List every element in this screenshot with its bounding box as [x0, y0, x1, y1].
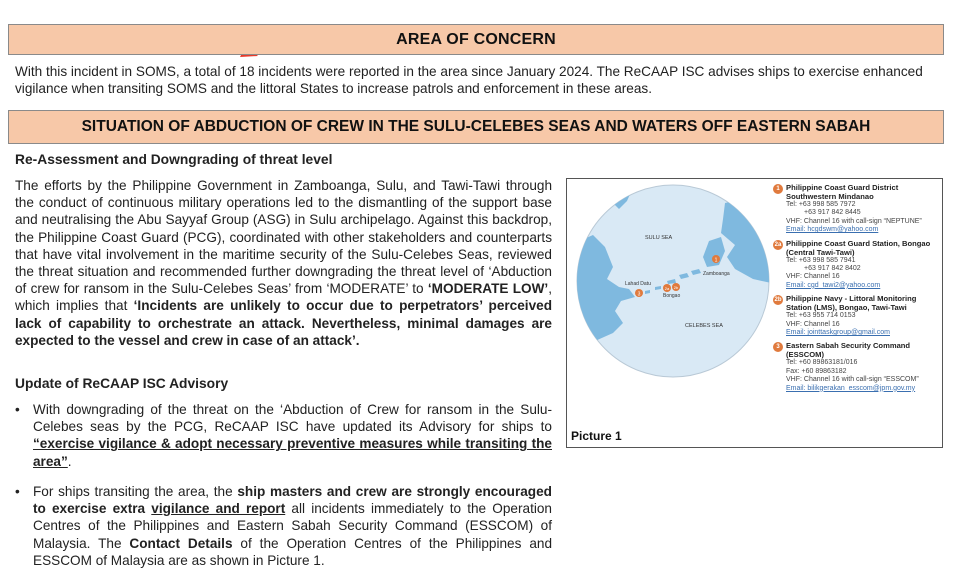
bullet-icon: • [15, 402, 20, 417]
contact-line: +63 917 842 8402 [804, 265, 861, 273]
contact-pcg-district [773, 183, 941, 235]
contact-navy-lms [773, 294, 941, 337]
bullet-icon: • [15, 484, 20, 499]
list-item [15, 483, 552, 569]
contact-name: Eastern Sabah Security Command (ESSCOM) [786, 341, 911, 360]
contact-email-link[interactable]: Email: bilikgerakan_esscom@jpm.gov.my [786, 384, 916, 392]
area-of-concern-text: With this incident in SOMS, a total of 18 incidents were reported in the area since January 2024. The ReCAAP ISC advises ships to exercise enhanced vigilance when transiting SOMS and the littoral States to increase patrols and enforcement in these areas. [15, 64, 923, 96]
picture-caption: Picture 1 [571, 429, 622, 443]
reassessment-paragraph [15, 177, 552, 349]
reassessment-text-2: , which implies that [15, 281, 552, 314]
sulu-celebes-map [575, 183, 771, 379]
contact-line: Tel: +60 89863181/016 [786, 359, 858, 367]
advisory-quote: “exercise vigilance & adopt necessary preventive measures while transiting the area” [33, 436, 552, 469]
svg-text:2b: 2b [673, 285, 679, 290]
bullet2-bold: ship masters and crew are strongly encouraged to exercise extra [33, 484, 552, 517]
svg-text:2a: 2a [664, 286, 670, 291]
contact-line: +63 917 842 8445 [804, 209, 861, 217]
contact-line: Tel: +63 955 714 0153 [786, 312, 856, 320]
bullet2-text-2: all incidents immediately to the Operation Centres of the Philippines and Eastern Sabah Security Command (ESSCOM) of Malaysia. The [33, 501, 552, 551]
contact-email-link[interactable]: Email: cgd_tawi2@yahoo.com [786, 281, 881, 289]
marker-badge-icon: 3 [773, 342, 783, 352]
map-label-zamboanga: Zamboanga [703, 271, 730, 277]
bullet2-bold-underline: vigilance and report [151, 501, 286, 517]
map-label-bongao: Bongao [663, 293, 681, 299]
bullet2-end: of the Operation Centres of the Philippines and ESSCOM of Malaysia are as shown in Picture 1. [33, 535, 552, 568]
list-item [15, 401, 552, 470]
contact-list [773, 183, 941, 397]
reassessment-heading: Re-Assessment and Downgrading of threat level [15, 152, 333, 167]
map-marker-2a [663, 284, 671, 292]
contact-line: Fax: +60 89863182 [786, 367, 847, 375]
marker-badge-icon: 2b [774, 297, 782, 304]
area-of-concern-title: AREA OF CONCERN [396, 31, 556, 48]
threat-level-new: ‘MODERATE LOW’ [427, 281, 549, 297]
bullet1-end: . [67, 453, 72, 469]
map-label-celebes-sea: CELEBES SEA [685, 323, 723, 329]
picture-1 [566, 178, 943, 448]
update-heading: Update of ReCAAP ISC Advisory [15, 376, 229, 391]
area-of-concern-banner [8, 24, 944, 55]
map-marker-2b [672, 283, 680, 291]
marker-badge-icon: 2a [774, 241, 782, 248]
contact-line: VHF: Channel 16 [786, 273, 840, 281]
contact-name: Philippine Coast Guard District Southwestern Mindanao [786, 183, 899, 201]
contact-line: VHF: Channel 16 with call-sign “ESSCOM” [786, 376, 919, 384]
contact-esscom [773, 341, 941, 393]
contact-line: Tel: +63 998 585 7941 [786, 256, 856, 264]
contact-details-label: Contact Details [129, 535, 233, 551]
svg-text:1: 1 [714, 257, 718, 264]
svg-text:3: 3 [637, 291, 641, 298]
contact-line: VHF: Channel 16 with call-sign “NEPTUNE” [786, 217, 922, 225]
contact-line: VHF: Channel 16 [786, 320, 840, 328]
contact-name: Philippine Coast Guard Station, Bongao (Central Tawi-Tawi) [786, 238, 931, 257]
map-label-sulu-sea: SULU SEA [645, 235, 673, 241]
bullet2-text-1: For ships transiting the area, the [33, 484, 238, 499]
map-label-lahad-datu: Lahad Datu [625, 281, 651, 287]
contact-name: Philippine Navy - Littoral Monitoring Station (LMS), Bongao, Tawi-Tawi [786, 294, 917, 313]
threat-level-description: ‘Incidents are unlikely to occur due to perpetrators’ perceived lack of capability to orchestrate an attack. Nevertheless, minimal damages are expected to the vessel and crew in case of an attack’. [15, 298, 552, 348]
situation-title: SITUATION OF ABDUCTION OF CREW IN THE SULU-CELEBES SEAS AND WATERS OFF EASTERN SABAH [81, 118, 871, 135]
contact-pcg-bongao [773, 239, 941, 291]
bullet1-text: With downgrading of the threat on the ‘Abduction of Crew for ransom in the Sulu-Celebes seas by the PCG, ReCAAP ISC have updated its Advisory for ships to [33, 402, 552, 435]
contact-email-link[interactable]: Email: jointtaskgroup@gmail.com [786, 329, 890, 337]
marker-badge-icon: 1 [773, 184, 783, 194]
contact-line: Tel: +63 998 585 7972 [786, 201, 856, 208]
situation-banner [8, 110, 944, 144]
reassessment-text-1: The efforts by the Philippine Government in Zamboanga, Sulu, and Tawi-Tawi through the conduct of continuous military operations led to the dismantling of the support base and neutralising the Abu Sayyaf Group (ASG) in Sulu archipelago. Against this backdrop, the Philippine Coast Guard (PCG), coordinated with other stakeholders and counterparts that have vital involvement in the maritime security of the Sulu-Celebes Seas, reviewed the threat situation and recommended further downgrading the threat level of ‘Abduction of crew for ransom in the Sulu-Celebes Seas’ from ‘MODERATE’ to [15, 178, 552, 297]
contact-email-link[interactable]: Email: hcgdswm@yahoo.com [786, 226, 879, 234]
